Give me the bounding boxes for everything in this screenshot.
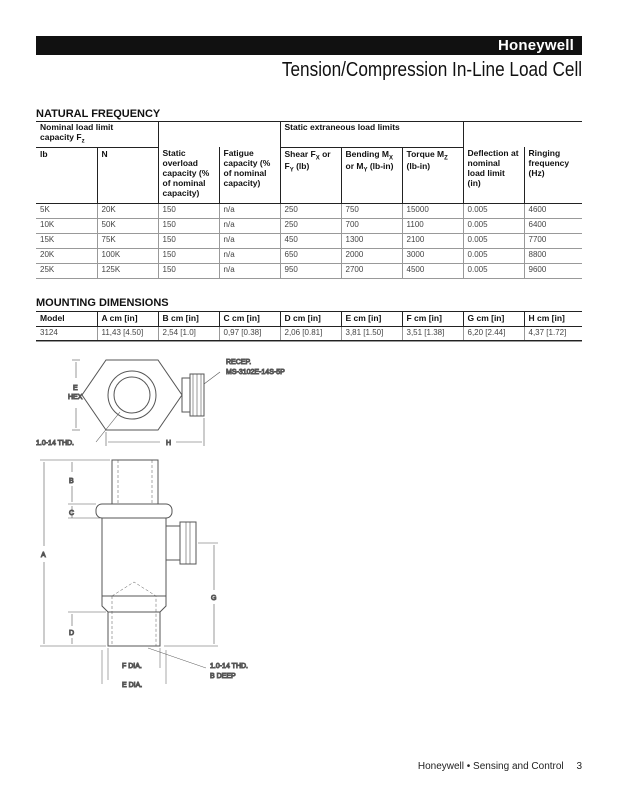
table-cell: 100K bbox=[97, 248, 158, 263]
col-ringing: Ringing frequency (Hz) bbox=[524, 147, 582, 203]
col-bending-a: Bending M bbox=[345, 148, 389, 159]
mounting-col-header: F cm [in] bbox=[402, 312, 463, 327]
col-bending-sub1: X bbox=[388, 155, 393, 162]
e-label: E bbox=[73, 385, 78, 392]
table-cell: 150 bbox=[158, 233, 219, 248]
table-cell: 700 bbox=[341, 218, 402, 233]
col-deflection: Deflection at nominal load limit (in) bbox=[463, 147, 524, 203]
c-label: C bbox=[69, 510, 75, 517]
hex-label: HEX bbox=[68, 394, 83, 401]
table-cell: 125K bbox=[97, 263, 158, 278]
brand-logo: Honeywell bbox=[498, 37, 574, 54]
table-cell: 0.005 bbox=[463, 203, 524, 218]
connector-body bbox=[182, 378, 190, 412]
group-empty-right bbox=[463, 121, 582, 147]
table-cell: 1100 bbox=[402, 218, 463, 233]
group-nominal-line2: capacity F bbox=[40, 132, 82, 142]
mounting-col-header: Model bbox=[36, 312, 97, 327]
table-cell: 75K bbox=[97, 233, 158, 248]
thd-bottom-leader bbox=[148, 648, 206, 668]
table-cell: 3124 bbox=[36, 327, 97, 342]
recep-leader bbox=[204, 372, 220, 384]
a-label: A bbox=[41, 552, 46, 559]
group-nominal-sub: z bbox=[81, 138, 85, 145]
col-shear-sub1: X bbox=[315, 155, 320, 162]
table-cell: 15K bbox=[36, 233, 97, 248]
table-cell: 150 bbox=[158, 203, 219, 218]
table-cell: 950 bbox=[280, 263, 341, 278]
table-cell: 9600 bbox=[524, 263, 582, 278]
table-cell: 2,06 [0.81] bbox=[280, 327, 341, 342]
table-cell: n/a bbox=[219, 203, 280, 218]
table-cell: 25K bbox=[36, 263, 97, 278]
mounting-table bbox=[36, 311, 582, 342]
mounting-col-header: A cm [in] bbox=[97, 312, 158, 327]
table-cell: 3000 bbox=[402, 248, 463, 263]
mounting-col-header: G cm [in] bbox=[463, 312, 524, 327]
top-view bbox=[72, 360, 220, 446]
table-cell: 20K bbox=[36, 248, 97, 263]
mounting-col-header: D cm [in] bbox=[280, 312, 341, 327]
table-cell: 2700 bbox=[341, 263, 402, 278]
col-static-overload: Static overload capacity (% of nominal capacity) bbox=[158, 147, 219, 203]
thd-top-leader bbox=[96, 412, 120, 442]
mounting-header-row bbox=[36, 312, 582, 327]
table-cell: 0.005 bbox=[463, 233, 524, 248]
table-row bbox=[36, 263, 582, 278]
table-cell: 50K bbox=[97, 218, 158, 233]
table-cell: 15000 bbox=[402, 203, 463, 218]
thd-bottom-label-1: 1.0-14 THD. bbox=[210, 663, 248, 670]
g-label: G bbox=[211, 595, 217, 602]
header-banner bbox=[36, 36, 582, 55]
table-cell: 3,51 [1.38] bbox=[402, 327, 463, 342]
table-cell: 150 bbox=[158, 218, 219, 233]
table-cell: 0.005 bbox=[463, 248, 524, 263]
h-label: H bbox=[166, 440, 172, 447]
col-shear-sub2: Y bbox=[289, 167, 294, 174]
table-cell: 20K bbox=[97, 203, 158, 218]
table-cell: 250 bbox=[280, 218, 341, 233]
table-cell: 450 bbox=[280, 233, 341, 248]
main-body bbox=[102, 518, 166, 596]
mounting-col-header: H cm [in] bbox=[524, 312, 582, 327]
recep-label-1: RECEP. bbox=[226, 359, 252, 366]
table-cell: 5K bbox=[36, 203, 97, 218]
side-view bbox=[40, 460, 218, 684]
col-bending-c: (lb-in) bbox=[367, 161, 394, 172]
col-n: N bbox=[97, 147, 158, 203]
lower-shoulder bbox=[102, 596, 166, 612]
table-cell: 0,97 [0.38] bbox=[219, 327, 280, 342]
table-cell: 0.005 bbox=[463, 218, 524, 233]
table-row bbox=[36, 248, 582, 263]
e-dia-label: E DIA. bbox=[122, 682, 143, 689]
col-bending-sub2: Y bbox=[363, 167, 368, 174]
hub-inner-circle bbox=[114, 377, 150, 413]
table-cell: 250 bbox=[280, 203, 341, 218]
table-cell: n/a bbox=[219, 248, 280, 263]
d-label: D bbox=[69, 630, 75, 637]
natural-frequency-heading: NATURAL FREQUENCY bbox=[36, 108, 161, 120]
table-cell: 7700 bbox=[524, 233, 582, 248]
table-cell: n/a bbox=[219, 233, 280, 248]
table-cell: 2100 bbox=[402, 233, 463, 248]
col-shear-a: Shear F bbox=[284, 148, 316, 159]
table-cell: 8800 bbox=[524, 248, 582, 263]
mounting-bottom-rule bbox=[36, 340, 582, 341]
table-cell: 1300 bbox=[341, 233, 402, 248]
group-nominal-load bbox=[36, 121, 158, 147]
table-cell: 4,37 [1.72] bbox=[524, 327, 582, 342]
page-footer bbox=[418, 761, 582, 772]
page-number: 3 bbox=[576, 761, 582, 772]
side-connector-base bbox=[166, 526, 180, 560]
table-cell: 150 bbox=[158, 263, 219, 278]
mounting-col-header: B cm [in] bbox=[158, 312, 219, 327]
col-torque-sub: Z bbox=[444, 155, 448, 162]
b-label: B bbox=[69, 478, 74, 485]
table-row bbox=[36, 203, 582, 218]
col-torque bbox=[402, 147, 463, 203]
table-cell: 6400 bbox=[524, 218, 582, 233]
table-cell: 650 bbox=[280, 248, 341, 263]
col-bending-b: or M bbox=[345, 161, 364, 172]
bottom-thread-section bbox=[108, 612, 160, 646]
group-empty bbox=[158, 121, 280, 147]
table-cell: 6,20 [2.44] bbox=[463, 327, 524, 342]
table-cell: 2,54 [1.0] bbox=[158, 327, 219, 342]
table-cell: 4600 bbox=[524, 203, 582, 218]
bottom-hidden-bore bbox=[112, 582, 156, 646]
table-row bbox=[36, 233, 582, 248]
jam-nut bbox=[96, 504, 172, 518]
table-cell: 10K bbox=[36, 218, 97, 233]
col-torque-a: Torque M bbox=[406, 148, 445, 159]
thd-top-label: 1.0-14 THD. bbox=[36, 440, 74, 447]
table-cell: 3,81 [1.50] bbox=[341, 327, 402, 342]
table-cell: 11,43 [4.50] bbox=[97, 327, 158, 342]
col-torque-c: (lb-in) bbox=[406, 161, 431, 172]
group-nominal-line1: Nominal load limit bbox=[40, 122, 114, 132]
natural-frequency-table bbox=[36, 121, 582, 279]
table-cell: n/a bbox=[219, 218, 280, 233]
page-title: Tension/Compression In-Line Load Cell bbox=[281, 59, 582, 81]
thd-bottom-label-2: B DEEP bbox=[210, 673, 236, 680]
col-shear bbox=[280, 147, 341, 203]
col-lb: lb bbox=[36, 147, 97, 203]
col-bending bbox=[341, 147, 402, 203]
f-dia-label: F DIA. bbox=[122, 663, 142, 670]
mounting-col-header: E cm [in] bbox=[341, 312, 402, 327]
table-cell: 0.005 bbox=[463, 263, 524, 278]
table-row bbox=[36, 218, 582, 233]
col-fatigue: Fatigue capacity (% of nominal capacity) bbox=[219, 147, 280, 203]
mounting-col-header: C cm [in] bbox=[219, 312, 280, 327]
table-cell: 2000 bbox=[341, 248, 402, 263]
side-connector-nut bbox=[180, 522, 196, 564]
recep-label-2: MS-3102E-14S-5P bbox=[226, 369, 285, 376]
footer-text: Honeywell • Sensing and Control bbox=[417, 761, 564, 772]
hub-outer-circle bbox=[108, 371, 156, 419]
group-static-extraneous: Static extraneous load limits bbox=[280, 121, 463, 147]
mounting-drawing bbox=[0, 350, 618, 770]
table-cell: n/a bbox=[219, 263, 280, 278]
top-thread-stud bbox=[112, 460, 158, 504]
col-shear-b: or F bbox=[284, 148, 331, 172]
table-cell: 150 bbox=[158, 248, 219, 263]
mounting-dimensions-heading: MOUNTING DIMENSIONS bbox=[36, 297, 169, 309]
table-cell: 4500 bbox=[402, 263, 463, 278]
col-shear-c: (lb) bbox=[293, 161, 310, 172]
table-cell: 750 bbox=[341, 203, 402, 218]
